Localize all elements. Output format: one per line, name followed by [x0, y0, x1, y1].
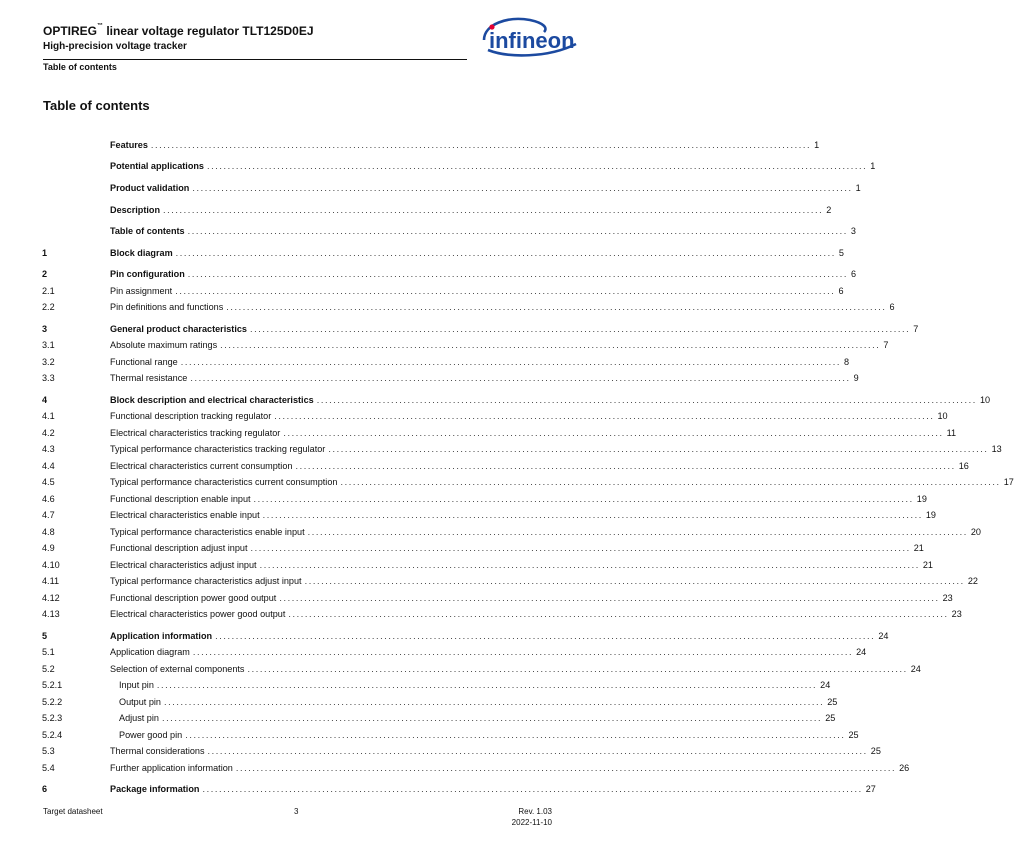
toc-entry-title[interactable]: Adjust pin: [119, 713, 159, 723]
toc-entry[interactable]: [42, 322, 919, 336]
toc-entry-page[interactable]: 27: [865, 784, 876, 794]
toc-entry-number: 3.2: [42, 357, 55, 367]
footer-doc-type: Target datasheet: [43, 807, 103, 816]
toc-entry[interactable]: [42, 475, 1014, 489]
footer-page-number: 3: [294, 807, 299, 816]
toc-dot-leader: ................................................................................................................................................................: [283, 428, 944, 438]
header-divider: [43, 59, 467, 60]
toc-entry-page[interactable]: 24: [910, 664, 921, 674]
toc-entry[interactable]: [42, 607, 962, 621]
toc-entry[interactable]: [42, 492, 927, 506]
toc-entry-title[interactable]: Electrical characteristics enable input: [110, 510, 260, 520]
toc-entry-title[interactable]: Product validation: [110, 183, 190, 193]
toc-entry[interactable]: [42, 591, 953, 605]
toc-entry-page[interactable]: 17: [1003, 477, 1014, 487]
toc-entry-number: 2.2: [42, 302, 55, 312]
toc-entry-page[interactable]: 20: [970, 527, 981, 537]
toc-entry-title[interactable]: Functional description adjust input: [110, 543, 248, 553]
toc-entry-page[interactable]: 25: [870, 746, 881, 756]
toc-dot-leader: ................................................................................................................................................................: [262, 510, 923, 520]
toc-entry[interactable]: [42, 678, 831, 692]
header-section-label: Table of contents: [43, 62, 117, 72]
toc-entry-page[interactable]: 16: [958, 461, 969, 471]
toc-entry[interactable]: [42, 159, 876, 173]
toc-entry[interactable]: [42, 393, 991, 407]
toc-entry-title[interactable]: Typical performance characteristics enable input: [110, 527, 305, 537]
toc-entry-page[interactable]: 1: [814, 140, 820, 150]
toc-entry[interactable]: [42, 695, 838, 709]
toc-entry-page[interactable]: 24: [878, 631, 889, 641]
toc-dot-leader: ................................................................................................................................................................: [250, 543, 911, 553]
toc-dot-leader: ................................................................................................................................................................: [192, 647, 854, 657]
toc-entry[interactable]: [42, 508, 936, 522]
toc-entry-title[interactable]: Functional description enable input: [110, 494, 251, 504]
toc-entry-page[interactable]: 10: [979, 395, 991, 405]
toc-entry-page[interactable]: 23: [951, 609, 962, 619]
toc-entry[interactable]: [42, 284, 844, 298]
toc-dot-leader: ................................................................................................................................................................: [187, 269, 849, 279]
toc-dot-leader: ................................................................................................................................................................: [190, 373, 851, 383]
toc-entry-page[interactable]: 25: [825, 713, 836, 723]
toc-entry-title[interactable]: Input pin: [119, 680, 154, 690]
toc-dot-leader: ................................................................................................................................................................: [328, 444, 989, 454]
toc-entry-number: 4: [42, 395, 48, 405]
toc-dot-leader: ................................................................................................................................................................: [316, 395, 977, 405]
toc-entry-page[interactable]: 21: [913, 543, 924, 553]
infineon-logo-icon: [478, 14, 584, 60]
toc-entry-number: 4.9: [42, 543, 55, 553]
toc-entry-title[interactable]: Pin definitions and functions: [110, 302, 224, 312]
toc-entry[interactable]: [42, 246, 844, 260]
toc-entry-title[interactable]: Table of contents: [110, 226, 185, 236]
toc-entry-page[interactable]: 6: [851, 269, 857, 279]
toc-dot-leader: ................................................................................................................................................................: [185, 730, 846, 740]
toc-entry-title[interactable]: Electrical characteristics power good output: [110, 609, 286, 619]
toc-entry-title[interactable]: Typical performance characteristics adjust input: [110, 576, 302, 586]
toc-entry-number: 5.2.2: [42, 697, 63, 707]
toc-dot-leader: ................................................................................................................................................................: [180, 357, 841, 367]
toc-entry-number: 2: [42, 269, 48, 279]
toc-entry-page[interactable]: 23: [942, 593, 953, 603]
toc-entry-number: 5.2.3: [42, 713, 63, 723]
toc-entry[interactable]: [42, 442, 1002, 456]
toc-entry-number: 4.2: [42, 428, 55, 438]
toc-entry-number: 5.2: [42, 664, 55, 674]
toc-entry[interactable]: [42, 629, 889, 643]
toc-dot-leader: ................................................................................................................................................................: [274, 411, 935, 421]
toc-dot-leader: ................................................................................................................................................................: [206, 161, 868, 171]
toc-entry-title[interactable]: Electrical characteristics tracking regulator: [110, 428, 281, 438]
toc-entry-title[interactable]: Functional description power good output: [110, 593, 277, 603]
toc-entry-title[interactable]: Electrical characteristics adjust input: [110, 560, 257, 570]
toc-dot-leader: ................................................................................................................................................................: [295, 461, 956, 471]
toc-entry-title[interactable]: Block description and electrical characteristics: [110, 395, 314, 405]
toc-entry-page[interactable]: 25: [848, 730, 859, 740]
toc-entry-title[interactable]: Package information: [110, 784, 200, 794]
toc-entry-page[interactable]: 19: [925, 510, 936, 520]
toc-entry[interactable]: [42, 662, 921, 676]
page-title: Table of contents: [43, 98, 150, 113]
toc-entry[interactable]: [42, 728, 859, 742]
toc-entry-title[interactable]: Power good pin: [119, 730, 183, 740]
toc-dot-leader: ................................................................................................................................................................: [220, 340, 881, 350]
toc-entry-number: 4.13: [42, 609, 60, 619]
toc-entry[interactable]: [42, 371, 859, 385]
toc-entry[interactable]: [42, 459, 969, 473]
toc-entry-page[interactable]: 26: [899, 763, 910, 773]
toc-dot-leader: ................................................................................................................................................................: [235, 763, 897, 773]
toc-entry-title[interactable]: Application diagram: [110, 647, 190, 657]
toc-dot-leader: ................................................................................................................................................................: [307, 527, 968, 537]
toc-dot-leader: ................................................................................................................................................................: [249, 324, 911, 334]
toc-entry-title[interactable]: Features: [110, 140, 148, 150]
toc-entry-title[interactable]: Pin configuration: [110, 269, 185, 279]
toc-entry-page[interactable]: 25: [827, 697, 838, 707]
toc-entry[interactable]: [42, 267, 857, 281]
toc-dot-leader: ................................................................................................................................................................: [163, 205, 824, 215]
toc-dot-leader: ................................................................................................................................................................: [175, 248, 836, 258]
toc-entry-title[interactable]: Absolute maximum ratings: [110, 340, 218, 350]
toc-dot-leader: ................................................................................................................................................................: [161, 713, 823, 723]
toc-entry-number: 4.12: [42, 593, 60, 603]
toc-entry-title[interactable]: Potential applications: [110, 161, 204, 171]
toc-entry[interactable]: [42, 645, 867, 659]
toc-dot-leader: ................................................................................................................................................................: [192, 183, 853, 193]
toc-dot-leader: ................................................................................................................................................................: [207, 746, 868, 756]
toc-dot-leader: ................................................................................................................................................................: [175, 286, 836, 296]
toc-entry-number: 6: [42, 784, 48, 794]
toc-entry-page[interactable]: 7: [883, 340, 889, 350]
toc-entry-number: 3: [42, 324, 48, 334]
toc-entry-number: 4.1: [42, 411, 55, 421]
toc-dot-leader: ................................................................................................................................................................: [247, 664, 908, 674]
toc-entry[interactable]: [42, 224, 856, 238]
toc-entry-title[interactable]: Further application information: [110, 763, 233, 773]
toc-entry-number: 5.2.4: [42, 730, 63, 740]
toc-entry-number: 5.3: [42, 746, 55, 756]
toc-entry-page[interactable]: 5: [838, 248, 844, 258]
toc-entry-number: 4.5: [42, 477, 55, 487]
toc-entry-title[interactable]: Typical performance characteristics current consumption: [110, 477, 338, 487]
toc-entry-number: 4.6: [42, 494, 55, 504]
toc-entry-page[interactable]: 9: [853, 373, 859, 383]
toc-entry-number: 3.3: [42, 373, 55, 383]
toc-entry-page[interactable]: 22: [967, 576, 978, 586]
toc-dot-leader: ................................................................................................................................................................: [259, 560, 920, 570]
toc-entry-page[interactable]: 10: [937, 411, 948, 421]
toc-entry[interactable]: [42, 761, 910, 775]
toc-entry[interactable]: [42, 574, 978, 588]
toc-entry-title[interactable]: Application information: [110, 631, 213, 641]
toc-entry-number: 4.3: [42, 444, 55, 454]
toc-entry[interactable]: [42, 181, 861, 195]
toc-entry-number: 5.4: [42, 763, 55, 773]
toc-entry-page[interactable]: 8: [844, 357, 850, 367]
toc-entry-title[interactable]: Description: [110, 205, 161, 215]
toc-entry[interactable]: [42, 558, 933, 572]
toc-entry-number: 5: [42, 631, 48, 641]
toc-entry-number: 4.4: [42, 461, 55, 471]
footer-revision: Rev. 1.03: [518, 807, 552, 816]
toc-entry[interactable]: [42, 541, 924, 555]
toc-entry[interactable]: [42, 300, 895, 314]
toc-dot-leader: ................................................................................................................................................................: [163, 697, 825, 707]
toc-dot-leader: ................................................................................................................................................................: [340, 477, 1001, 487]
toc-dot-leader: ................................................................................................................................................................: [226, 302, 887, 312]
toc-entry[interactable]: [42, 409, 948, 423]
toc-entry[interactable]: [42, 138, 820, 152]
footer-date: 2022-11-10: [511, 818, 552, 827]
toc-entry[interactable]: [42, 203, 832, 217]
toc-dot-leader: ................................................................................................................................................................: [215, 631, 876, 641]
toc-entry-title[interactable]: Electrical characteristics current consumption: [110, 461, 293, 471]
document-title: OPTIREG™ linear voltage regulator TLT125D0EJ: [43, 23, 314, 38]
toc-entry-number: 4.8: [42, 527, 55, 537]
trademark-symbol: ™: [97, 23, 104, 29]
toc-entry-page[interactable]: 19: [916, 494, 927, 504]
toc-entry[interactable]: [42, 744, 881, 758]
toc-entry-page[interactable]: 7: [913, 324, 919, 334]
toc-entry-number: 3.1: [42, 340, 55, 350]
toc-entry-number: 4.10: [42, 560, 60, 570]
toc-entry-page[interactable]: 2: [826, 205, 832, 215]
toc-entry-page[interactable]: 6: [889, 302, 895, 312]
toc-dot-leader: ................................................................................................................................................................: [253, 494, 914, 504]
toc-entry[interactable]: [42, 782, 876, 796]
toc-entry-number: 1: [42, 248, 48, 258]
toc-entry-title[interactable]: Block diagram: [110, 248, 173, 258]
toc-entry-number: 4.11: [42, 576, 60, 586]
toc-entry-page[interactable]: 1: [870, 161, 876, 171]
toc-entry-title[interactable]: General product characteristics: [110, 324, 247, 334]
toc-entry-title[interactable]: Thermal considerations: [110, 746, 205, 756]
toc-dot-leader: ................................................................................................................................................................: [279, 593, 940, 603]
toc-entry-title[interactable]: Functional range: [110, 357, 178, 367]
toc-entry[interactable]: [42, 711, 836, 725]
toc-dot-leader: ................................................................................................................................................................: [156, 680, 818, 690]
toc-entry-number: 2.1: [42, 286, 55, 296]
toc-entry[interactable]: [42, 426, 957, 440]
toc-entry-number: 4.7: [42, 510, 55, 520]
toc-entry-number: 5.1: [42, 647, 55, 657]
toc-entry-page[interactable]: 11: [946, 428, 957, 438]
document-subtitle: High-precision voltage tracker: [43, 41, 187, 52]
toc-entry-page[interactable]: 24: [856, 647, 867, 657]
toc-entry-title[interactable]: Selection of external components: [110, 664, 245, 674]
toc-entry-page[interactable]: 21: [922, 560, 933, 570]
toc-dot-leader: ................................................................................................................................................................: [150, 140, 812, 150]
toc-entry-number: 5.2.1: [42, 680, 63, 690]
toc-dot-leader: ................................................................................................................................................................: [288, 609, 949, 619]
toc-dot-leader: ................................................................................................................................................................: [187, 226, 848, 236]
toc-entry-title[interactable]: Output pin: [119, 697, 161, 707]
toc-entry[interactable]: [42, 355, 850, 369]
toc-entry-page[interactable]: 24: [820, 680, 831, 690]
logo-wordmark: infineon: [489, 28, 575, 53]
toc-dot-leader: ................................................................................................................................................................: [202, 784, 863, 794]
toc-entry-title[interactable]: Typical performance characteristics tracking regulator: [110, 444, 326, 454]
toc-entry[interactable]: [42, 338, 889, 352]
toc-entry-title[interactable]: Pin assignment: [110, 286, 173, 296]
toc-dot-leader: ................................................................................................................................................................: [304, 576, 965, 586]
toc-entry-page[interactable]: 6: [838, 286, 844, 296]
toc-entry-page[interactable]: 1: [855, 183, 861, 193]
toc-entry-title[interactable]: Functional description tracking regulator: [110, 411, 272, 421]
toc-entry-page[interactable]: 13: [991, 444, 1002, 454]
toc-entry-page[interactable]: 3: [850, 226, 856, 236]
toc-entry[interactable]: [42, 525, 981, 539]
toc-entry-title[interactable]: Thermal resistance: [110, 373, 188, 383]
